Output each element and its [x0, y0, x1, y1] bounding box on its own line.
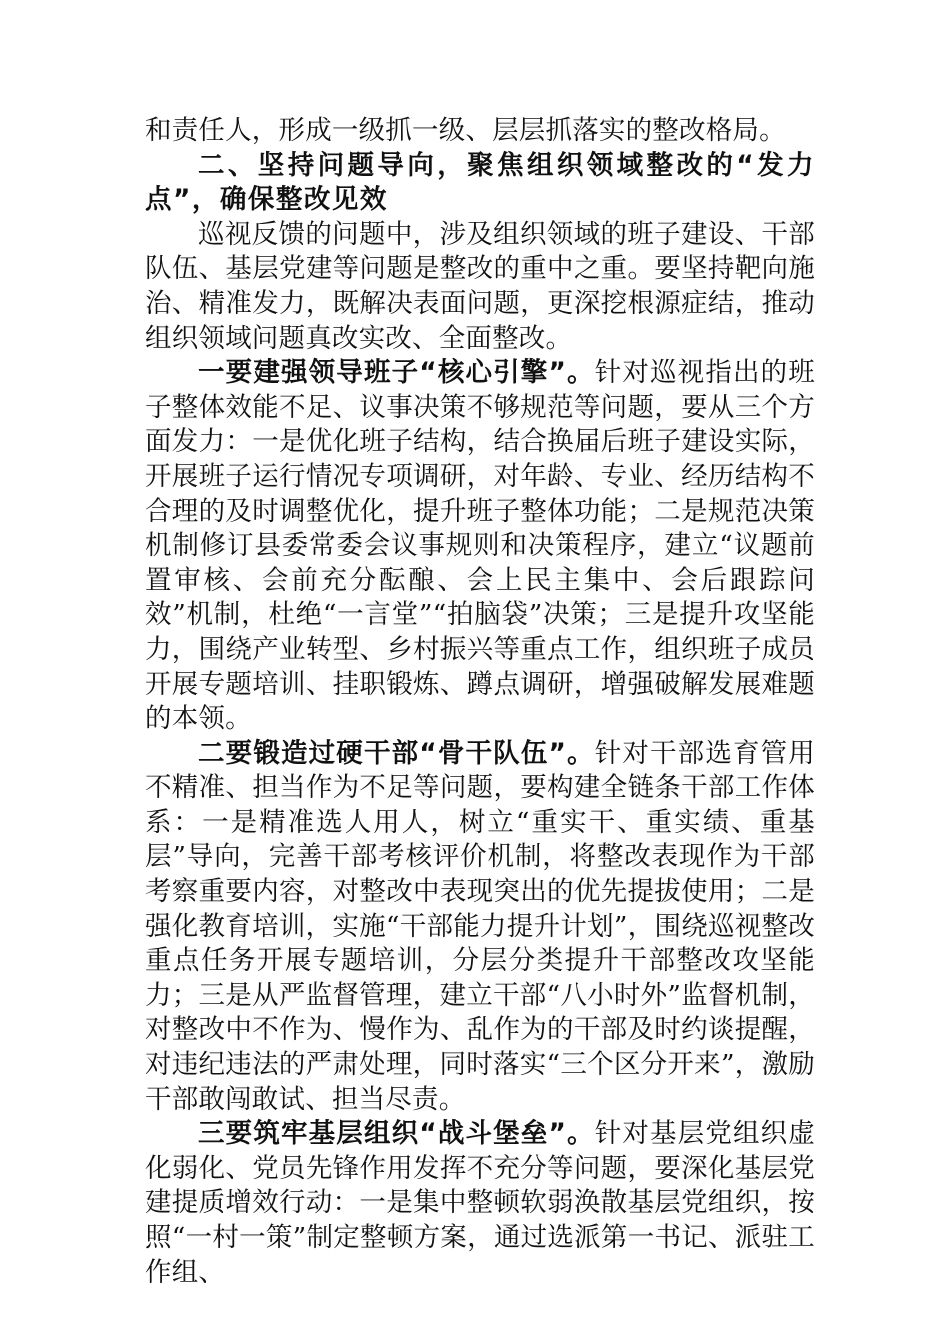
paragraph-cadre-team [145, 737, 815, 1118]
lead-sentence-cadre-team: 二要锻造过硬干部“骨干队伍”。 [198, 737, 595, 769]
paragraph-continuation: 和责任人，形成一级抓一级、层层抓落实的整改格局。 [145, 115, 786, 146]
paragraph-body-grassroots: 针对基层党组织虚化弱化、党员先锋作用发挥不充分等问题，要深化基层党建提质增效行动：一是集中整顿软弱涣散基层党组织，按照“一村一策”制定整顿方案，通过选派第一书记、派驻工作组、 [145, 1118, 815, 1288]
section-heading: 二、坚持问题导向，聚焦组织领域整改的“发力点”，确保整改见效 [145, 149, 815, 216]
paragraph-intro: 巡视反馈的问题中，涉及组织领域的班子建设、干部队伍、基层党建等问题是整改的重中之重。要坚持靶向施治、精准发力，既解决表面问题，更深挖根源症结，推动组织领域问题真改实改、全面整改。 [145, 218, 815, 354]
paragraph-leadership-team [145, 356, 815, 737]
lead-sentence-leadership-team: 一要建强领导班子“核心引擎”。 [198, 357, 595, 389]
paragraph-grassroots [145, 1117, 815, 1290]
paragraph-body-leadership-team: 针对巡视指出的班子整体效能不足、议事决策不够规范等问题，要从三个方面发力：一是优化班子结构，结合换届后班子建设实际，开展班子运行情况专项调研，对年龄、专业、经历结构不合理的及时调整优化，提升班子整体功能；二是规范决策机制修订县委常委会议事规则和决策程序，建立“议题前置审核、会前充分酝酿、会上民主集中、会后跟踪问效”机制，杜绝“一言堂”“拍脑袋”决策；三是提升攻坚能力，围绕产业转型、乡村振兴等重点工作，组织班子成员开展专题培训、挂职锻炼、蹲点调研，增强破解发展难题的本领。 [145, 357, 815, 735]
lead-sentence-grassroots: 三要筑牢基层组织“战斗堡垒”。 [198, 1118, 595, 1150]
paragraph-body-cadre-team: 针对干部选育管用不精准、担当作为不足等问题，要构建全链条干部工作体系：一是精准选人用人，树立“重实干、重实绩、重基层”导向，完善干部考核评价机制，将整改表现作为干部考察重要内容，对整改中表现突出的优先提拔使用；二是强化教育培训，实施“干部能力提升计划”，围绕巡视整改重点任务开展专题培训，分层分类提升干部整改攻坚能力；三是从严监督管理，建立干部“八小时外”监督机制，对整改中不作为、慢作为、乱作为的干部及时约谈提醒，对违纪违法的严肃处理，同时落实“三个区分开来”，激励干部敢闯敢试、担当尽责。 [145, 737, 815, 1115]
document-body [145, 114, 815, 1290]
